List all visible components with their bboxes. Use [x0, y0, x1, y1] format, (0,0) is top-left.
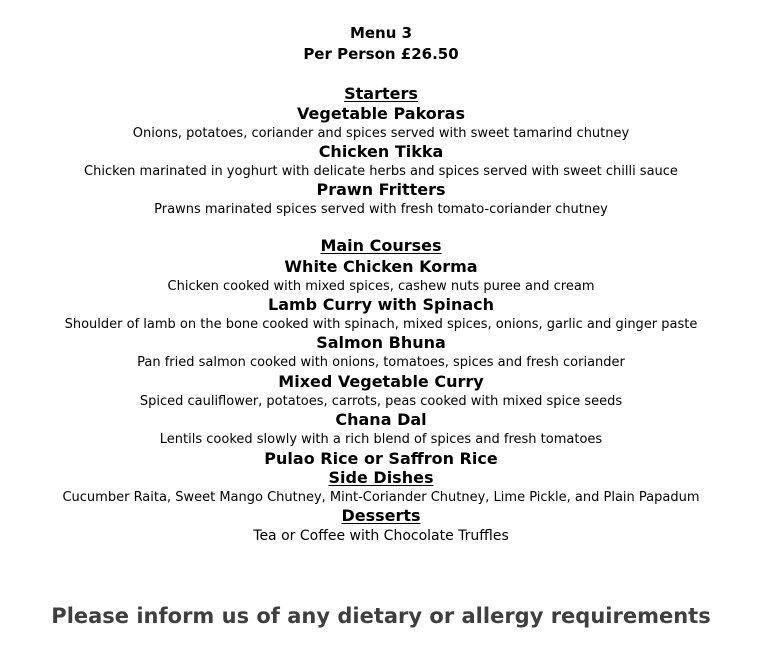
starter-name: Chicken Tikka — [318, 142, 444, 161]
main-name: Mixed Vegetable Curry — [278, 372, 484, 391]
starter-desc: Chicken marinated in yoghurt with delicate herbs and spices served with sweet chilli sauce — [84, 164, 678, 179]
mains-heading: Main Courses — [320, 236, 442, 255]
sides-heading: Side Dishes — [328, 468, 434, 487]
main-desc: Lentils cooked slowly with a rich blend of spices and fresh tomatoes — [159, 432, 603, 447]
rice-options: Pulao Rice or Saffron Rice — [264, 449, 498, 468]
starter-name: Vegetable Pakoras — [297, 104, 465, 123]
menu-title: Menu 3 — [349, 24, 413, 42]
main-name: Chana Dal — [335, 410, 427, 429]
menu-price: Per Person £26.50 — [303, 45, 459, 63]
dietary-notice: Please inform us of any dietary or allergy requirements — [51, 604, 711, 628]
main-name: Salmon Bhuna — [316, 333, 446, 352]
desserts-heading: Desserts — [341, 506, 421, 525]
main-desc: Pan fried salmon cooked with onions, tomatoes, spices and fresh coriander — [137, 355, 625, 370]
starter-desc: Onions, potatoes, coriander and spices served with sweet tamarind chutney — [132, 126, 630, 141]
starter-desc: Prawns marinated spices served with fresh tomato-coriander chutney — [154, 202, 608, 217]
starter-name: Prawn Fritters — [316, 180, 446, 199]
main-name: White Chicken Korma — [284, 257, 478, 276]
main-name: Lamb Curry with Spinach — [268, 295, 494, 314]
sides-desc: Cucumber Raita, Sweet Mango Chutney, Mint-Coriander Chutney, Lime Pickle, and Plain Papadum — [62, 490, 700, 505]
starters-heading: Starters — [344, 84, 418, 103]
main-desc: Spiced cauliflower, potatoes, carrots, peas cooked with mixed spice seeds — [139, 394, 623, 409]
main-desc: Shoulder of lamb on the bone cooked with spinach, mixed spices, onions, garlic and ginger paste — [64, 317, 698, 332]
main-desc: Chicken cooked with mixed spices, cashew nuts puree and cream — [167, 279, 595, 294]
desserts-desc: Tea or Coffee with Chocolate Truffles — [253, 528, 509, 544]
